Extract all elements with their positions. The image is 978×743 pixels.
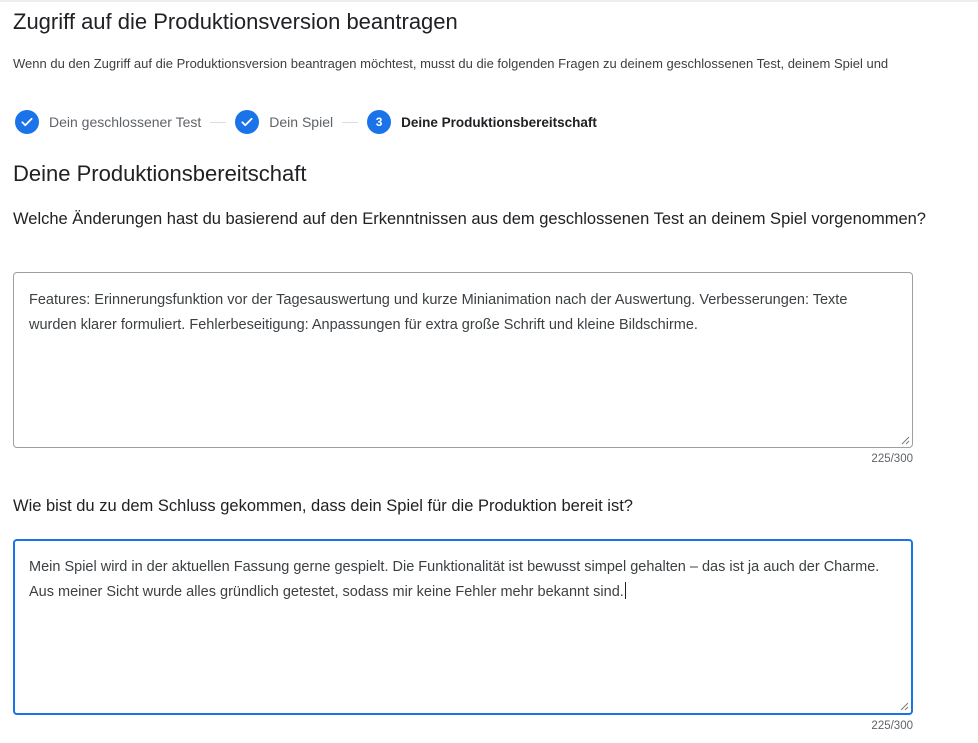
- step-number: 3: [375, 115, 383, 129]
- step-closed-test[interactable]: [15, 110, 201, 134]
- step-production-readiness[interactable]: [367, 110, 597, 134]
- char-counter: 225/300: [871, 453, 913, 465]
- top-divider: [0, 0, 978, 2]
- step-label: Deine Produktionsbereitschaft: [401, 114, 597, 130]
- text-cursor: [625, 582, 626, 599]
- step-connector: [210, 122, 226, 123]
- check-icon: [235, 110, 259, 134]
- question-label: Wie bist du zu dem Schluss gekommen, dass dein Spiel für die Produktion bereit ist?: [13, 497, 633, 515]
- question-label: Welche Änderungen hast du basierend auf den Erkenntnissen aus dem geschlossenen Test an deinem Spiel vorgenommen?: [13, 210, 926, 228]
- answer-text: Mein Spiel wird in der aktuellen Fassung gerne gespielt. Die Funktionalität ist bewusst simpel gehalten – das ist ja auch der Charme. Aus meiner Sicht wurde alles gründlich getestet, sodass mir keine Fehler mehr bekannt sind.: [29, 559, 880, 600]
- section-heading: Deine Produktionsbereitschaft: [13, 161, 307, 186]
- answer-textarea[interactable]: [13, 272, 913, 448]
- answer-text-wrapper: [29, 555, 895, 604]
- page-title: Zugriff auf die Produktionsversion beantragen: [13, 9, 458, 34]
- answer-text: Features: Erinnerungsfunktion vor der Tagesauswertung und kurze Minianimation nach der Auswertung. Verbesserungen: Texte wurden klarer formuliert. Fehlerbeseitigung: Anpassungen für extra große Schrift und kleine Bildschirme.: [29, 292, 848, 333]
- step-game[interactable]: [235, 110, 333, 134]
- step-number-badge: [367, 110, 391, 134]
- step-connector: [342, 122, 358, 123]
- resize-handle-icon[interactable]: [900, 435, 910, 445]
- check-icon: [15, 110, 39, 134]
- stepper: [15, 110, 597, 134]
- char-counter: 225/300: [871, 720, 913, 732]
- resize-handle-icon[interactable]: [899, 701, 909, 711]
- intro-text: Wenn du den Zugriff auf die Produktionsversion beantragen möchtest, musst du die folgenden Fragen zu deinem geschlossenen Test, deinem Spiel und: [13, 56, 889, 71]
- step-label: Dein Spiel: [269, 114, 334, 130]
- step-label: Dein geschlossener Test: [49, 114, 202, 130]
- answer-textarea[interactable]: [13, 539, 913, 715]
